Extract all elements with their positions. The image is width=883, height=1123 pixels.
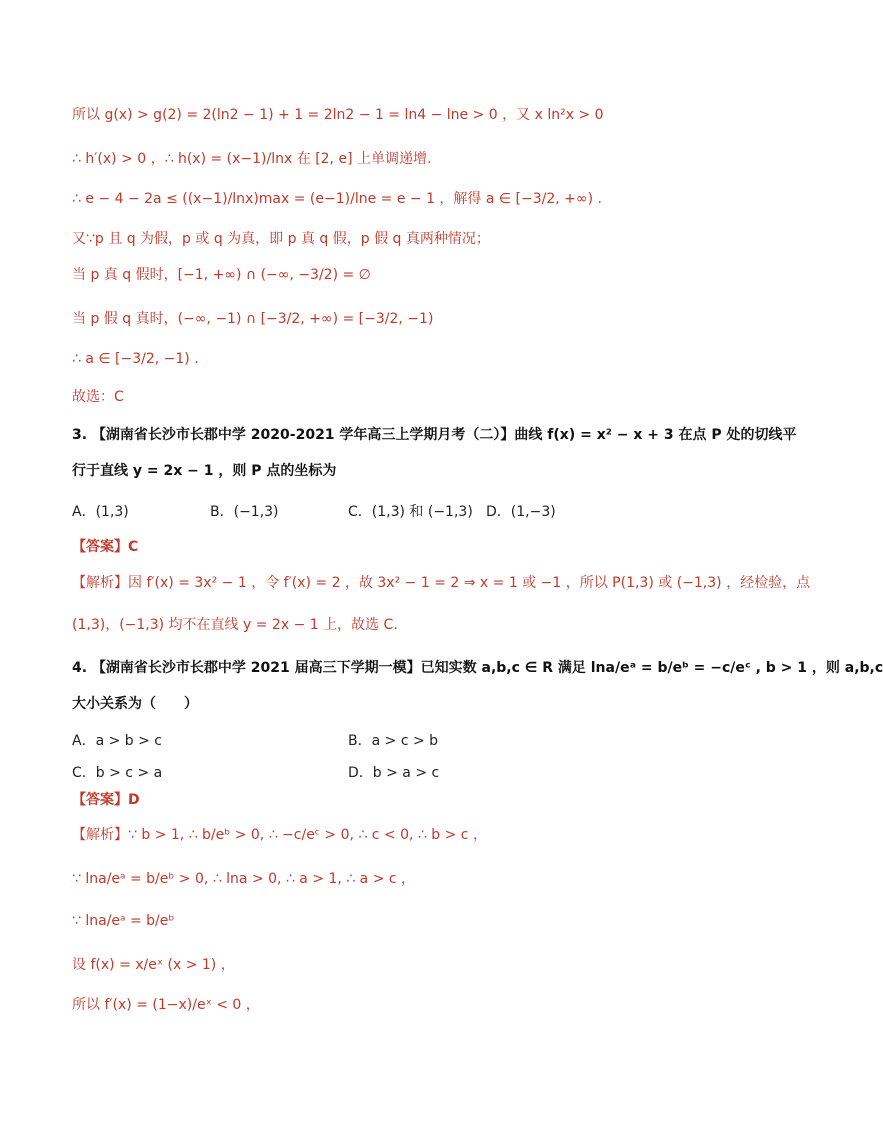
solution-line-5: 当 p 真 q 假时，[−1, +∞) ∩ (−∞, −3/2) = ∅ <box>72 267 371 283</box>
q3-stem-line-1: 3. 【湖南省长沙市长郡中学 2020-2021 学年高三上学期月考（二）】曲线 f(x) = x² − x + 3 在点 P 处的切线平 <box>72 427 797 443</box>
solution-line-3: ∴ e − 4 − 2a ≤ ((x−1)/lnx)max = (e−1)/lne = e − 1 ，解得 a ∈ [−3/2, +∞) . <box>72 191 602 207</box>
solution-line-6: 当 p 假 q 真时，(−∞, −1) ∩ [−3/2, +∞) = [−3/2, −1) <box>72 311 434 327</box>
q3-option-d: D．(1,−3) <box>486 504 556 520</box>
q3-answer: 【答案】C <box>72 539 139 555</box>
q4-option-c: C．b > c > a <box>72 765 163 781</box>
q4-analysis-line-2: ∵ lna/eᵃ = b/eᵇ > 0, ∴ lna > 0, ∴ a > 1, ∴ a > c ， <box>72 871 416 887</box>
q4-answer: 【答案】D <box>72 792 140 808</box>
q3-option-b: B．(−1,3) <box>210 504 279 520</box>
q3-stem-line-2: 行于直线 y = 2x − 1 ，则 P 点的坐标为 <box>72 463 337 479</box>
q4-option-d: D．b > a > c <box>348 765 440 781</box>
q3-analysis-line-1: 【解析】因 f′(x) = 3x² − 1 ，令 f′(x) = 2 ，故 3x² − 1 = 2 ⇒ x = 1 或 −1 ，所以 P(1,3) 或 (−1,3) ，经检验，点 <box>72 575 811 591</box>
q4-option-a: A．a > b > c <box>72 733 163 749</box>
q3-option-a: A．(1,3) <box>72 504 129 520</box>
q4-analysis-line-1: 【解析】∵ b > 1, ∴ b/eᵇ > 0, ∴ −c/eᶜ > 0, ∴ c < 0, ∴ b > c ， <box>72 827 487 843</box>
q4-stem-line-2: 大小关系为（ ） <box>72 696 198 712</box>
q4-stem-line-1: 4. 【湖南省长沙市长郡中学 2021 届高三下学期一模】已知实数 a,b,c ∈ R 满足 lna/eᵃ = b/eᵇ = −c/eᶜ , b > 1 ，则 a,b,c <box>72 660 883 676</box>
solution-line-1: 所以 g(x) > g(2) = 2(ln2 − 1) + 1 = 2ln2 − 1 = ln4 − lne > 0 ，又 x ln²x > 0 <box>72 107 604 123</box>
q4-analysis-line-5: 所以 f′(x) = (1−x)/eˣ < 0 ， <box>72 997 260 1013</box>
solution-choice: 故选：C <box>72 389 124 405</box>
q4-analysis-line-4: 设 f(x) = x/eˣ (x > 1) ， <box>72 957 235 973</box>
solution-line-2: ∴ h′(x) > 0 ，∴ h(x) = (x−1)/lnx 在 [2, e] 上单调递增. <box>72 151 432 167</box>
q4-analysis-line-3: ∵ lna/eᵃ = b/eᵇ <box>72 913 175 929</box>
solution-line-7: ∴ a ∈ [−3/2, −1) . <box>72 351 199 367</box>
solution-line-4: 又∵p 且 q 为假，p 或 q 为真，即 p 真 q 假，p 假 q 真两种情况； <box>72 231 490 247</box>
q3-option-c: C．(1,3) 和 (−1,3) <box>348 504 473 520</box>
q3-analysis-line-2: (1,3)，(−1,3) 均不在直线 y = 2x − 1 上，故选 C. <box>72 617 398 633</box>
q4-option-b: B．a > c > b <box>348 733 439 749</box>
